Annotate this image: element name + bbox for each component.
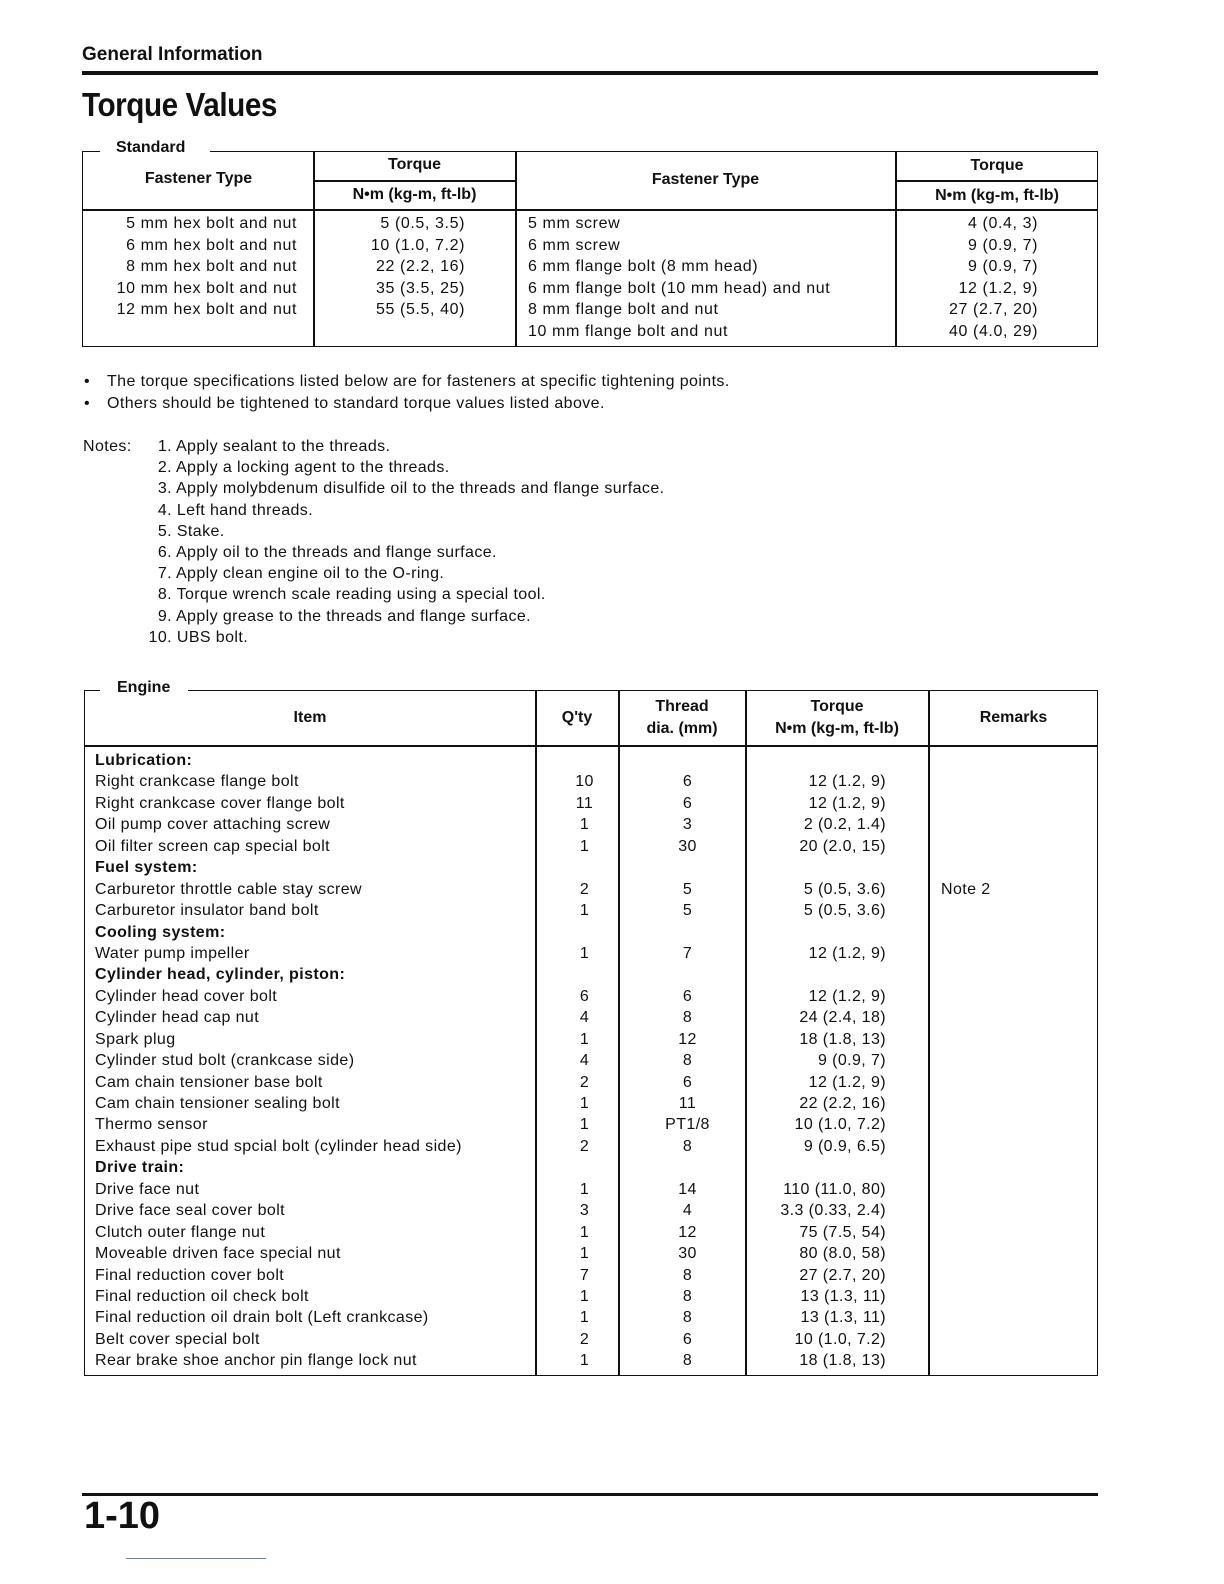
qty-cell: 11 [575, 794, 594, 812]
list-item [140, 542, 664, 563]
table-row [95, 1350, 1095, 1371]
note-text: Apply sealant to the threads. [175, 438, 391, 455]
table-row [95, 1093, 1095, 1114]
qty-cell: 2 [579, 1330, 590, 1348]
item-cell: Final reduction cover bolt [95, 1266, 285, 1284]
table-row [95, 1222, 1095, 1243]
item-cell: Drive face seal cover bolt [95, 1202, 286, 1220]
torque-cell: 12 (1.2, 9) [808, 944, 886, 962]
qty-cell: 1 [579, 1287, 590, 1305]
table-cell: 40 (4.0, 29) [948, 322, 1038, 340]
table-row: 12 mm hex bolt and nut [116, 301, 297, 318]
torque-cell: 75 (7.5, 54) [799, 1223, 886, 1241]
thread-cell: PT1/8 [665, 1116, 710, 1134]
engine-header-rule [84, 745, 1098, 747]
note-number: 9. [157, 607, 172, 625]
torque-cell: 10 (1.0, 7.2) [794, 1116, 886, 1134]
qty-cell: 1 [579, 1095, 590, 1112]
torque-cell: 80 (8.0, 58) [799, 1245, 886, 1263]
table-row [95, 1243, 1095, 1264]
item-cell: Carburetor insulator band bolt [95, 902, 319, 920]
note-text: Stake. [176, 522, 225, 540]
table-row: 6 mm flange bolt (8 mm head) [528, 258, 759, 275]
note-text: Apply clean engine oil to the O-ring. [175, 565, 445, 583]
standard-col-torque-right: Torque [970, 157, 1024, 174]
table-row: 10 mm hex bolt and nut [116, 279, 297, 297]
standard-right-types [528, 213, 888, 342]
item-cell: Cylinder head cover bolt [95, 987, 278, 1005]
list-item [140, 500, 664, 521]
footer-rule [82, 1493, 1098, 1496]
table-row [95, 1007, 1095, 1028]
list-item [140, 627, 664, 648]
table-cell: 12 (1.2, 9) [958, 279, 1038, 297]
table-row [95, 1050, 1095, 1071]
category-label: Cylinder head, cylinder, piston: [95, 966, 346, 984]
note-number: 3. [157, 480, 172, 498]
page-title: Torque Values [82, 86, 277, 123]
standard-col-fastener-right: Fastener Type [651, 171, 760, 188]
category-label: Cooling system: [95, 923, 226, 941]
table-row: 8 mm flange bolt and nut [528, 301, 719, 318]
qty-cell: 1 [579, 1180, 590, 1198]
bullet-list [84, 371, 730, 415]
thread-cell: 14 [678, 1180, 697, 1198]
list-item [140, 584, 664, 605]
engine-col-thread [619, 696, 745, 740]
header-line: dia. (mm) [646, 720, 718, 737]
thread-cell: 7 [682, 944, 693, 962]
torque-cell: 13 (1.3, 11) [800, 1309, 886, 1327]
list-item [140, 563, 664, 584]
table-row: 6 mm flange bolt (10 mm head) and nut [528, 279, 831, 297]
table-cell: 10 (1.0, 7.2) [370, 236, 465, 254]
thread-cell: 6 [682, 794, 693, 812]
qty-cell: 1 [579, 902, 590, 920]
torque-cell: 9 (0.9, 7) [817, 1052, 886, 1070]
note-text: Apply oil to the threads and flange surface. [175, 544, 497, 562]
table-row [95, 879, 1095, 900]
torque-cell: 9 (0.9, 6.5) [803, 1137, 886, 1155]
qty-cell: 3 [579, 1202, 590, 1220]
list-item [140, 478, 664, 499]
table-cell: 5 (0.5, 3.5) [380, 215, 465, 232]
item-cell: Cam chain tensioner sealing bolt [95, 1095, 340, 1112]
torque-cell: 3.3 (0.33, 2.4) [780, 1202, 886, 1220]
table-cell: 9 (0.9, 7) [967, 258, 1038, 275]
thread-cell: 8 [682, 1287, 693, 1305]
category-label: Fuel system: [95, 859, 198, 877]
thread-cell: 8 [682, 1266, 693, 1284]
list-item [140, 521, 664, 542]
table-cell: 9 (0.9, 7) [967, 236, 1038, 254]
standard-right-torques [896, 213, 1038, 342]
table-category-row [95, 964, 1095, 985]
remarks-cell: Note 2 [941, 880, 991, 898]
list-item [84, 393, 730, 415]
engine-rows [95, 750, 1095, 1372]
standard-label: Standard [116, 139, 186, 156]
table-row: 10 mm flange bolt and nut [528, 322, 729, 340]
list-item [84, 371, 730, 393]
table-row [95, 1286, 1095, 1307]
category-label: Lubrication: [95, 752, 193, 769]
table-row [95, 1136, 1095, 1157]
table-category-row [95, 750, 1095, 771]
table-row [95, 986, 1095, 1007]
note-number: 6. [157, 544, 172, 562]
item-cell: Final reduction oil drain bolt (Left crankcase) [95, 1309, 429, 1327]
note-text: Apply molybdenum disulfide oil to the threads and flange surface. [175, 480, 665, 498]
thread-cell: 8 [682, 1009, 693, 1027]
item-cell: Clutch outer flange nut [95, 1223, 266, 1241]
torque-cell: 12 (1.2, 9) [808, 773, 886, 791]
standard-col-units: N•m (kg-m, ft-lb) [352, 186, 477, 203]
qty-cell: 1 [579, 1309, 590, 1327]
engine-col-qty: Q'ty [561, 709, 593, 726]
qty-cell: 1 [579, 1030, 590, 1048]
engine-label: Engine [117, 679, 171, 696]
qty-cell: 4 [579, 1009, 590, 1027]
table-cell: 22 (2.2, 16) [375, 258, 465, 275]
table-category-row [95, 922, 1095, 943]
item-cell: Cylinder head cap nut [95, 1009, 260, 1027]
torque-cell: 20 (2.0, 15) [799, 837, 886, 855]
qty-cell: 6 [579, 987, 590, 1005]
table-row [95, 836, 1095, 857]
thread-cell: 11 [678, 1095, 697, 1112]
thread-cell: 6 [682, 987, 693, 1005]
bullet-icon: • [84, 395, 91, 412]
thread-cell: 6 [682, 773, 693, 791]
note-number: 5. [157, 522, 172, 540]
footer-underline [126, 1558, 266, 1559]
torque-cell: 18 (1.8, 13) [799, 1030, 886, 1048]
note-text: UBS bolt. [176, 628, 249, 646]
item-cell: Belt cover special bolt [95, 1330, 260, 1348]
standard-header-rule [82, 209, 1098, 211]
qty-cell: 7 [579, 1266, 590, 1284]
bullet-icon: • [84, 373, 91, 390]
category-label: Drive train: [95, 1159, 185, 1177]
thread-cell: 12 [678, 1223, 697, 1241]
table-row [95, 771, 1095, 792]
torque-cell: 24 (2.4, 18) [799, 1009, 886, 1027]
standard-col-units-right: N•m (kg-m, ft-lb) [935, 187, 1059, 204]
header-line: Thread [655, 698, 709, 715]
standard-subheader-rule [313, 180, 515, 182]
table-row [95, 1265, 1095, 1286]
thread-cell: 8 [682, 1137, 693, 1155]
qty-cell: 2 [579, 1073, 590, 1091]
item-cell: Cam chain tensioner base bolt [95, 1073, 323, 1091]
thread-cell: 12 [678, 1030, 697, 1048]
torque-cell: 18 (1.8, 13) [799, 1352, 886, 1370]
torque-cell: 13 (1.3, 11) [800, 1287, 886, 1305]
item-cell: Rear brake shoe anchor pin flange lock nut [95, 1352, 417, 1370]
thread-cell: 3 [682, 816, 693, 834]
thread-cell: 8 [682, 1052, 693, 1070]
thread-cell: 5 [682, 880, 693, 898]
item-cell: Cylinder stud bolt (crankcase side) [95, 1052, 355, 1070]
header-line: Torque [810, 698, 864, 715]
thread-cell: 8 [682, 1309, 693, 1327]
table-category-row [95, 857, 1095, 878]
table-row: 5 mm hex bolt and nut [126, 215, 297, 232]
note-text: Apply a locking agent to the threads. [175, 459, 450, 477]
list-item [140, 457, 664, 478]
table-category-row [95, 1157, 1095, 1178]
standard-col-torque: Torque [387, 156, 442, 173]
table-cell: 4 (0.4, 3) [967, 215, 1038, 232]
table-cell: 35 (3.5, 25) [375, 279, 465, 297]
note-number: 4. [157, 501, 172, 519]
item-cell: Carburetor throttle cable stay screw [95, 880, 362, 898]
qty-cell: 1 [579, 1223, 590, 1241]
thread-cell: 30 [678, 1245, 697, 1263]
list-item [140, 436, 664, 457]
engine-col-remarks: Remarks [979, 709, 1048, 726]
table-row [95, 1114, 1095, 1135]
thread-cell: 30 [678, 837, 697, 855]
note-number: 7. [157, 565, 172, 583]
torque-cell: 5 (0.5, 3.6) [803, 880, 886, 898]
qty-cell: 2 [579, 1137, 590, 1155]
qty-cell: 4 [579, 1052, 590, 1070]
list-item [140, 606, 664, 627]
thread-cell: 8 [682, 1352, 693, 1370]
standard-col-fastener: Fastener Type [144, 170, 253, 187]
table-row [95, 1029, 1095, 1050]
table-row: 6 mm hex bolt and nut [126, 236, 297, 254]
item-cell: Moveable driven face special nut [95, 1245, 341, 1263]
item-cell: Oil filter screen cap special bolt [95, 837, 331, 855]
notes-label: Notes: [83, 438, 132, 455]
table-cell: 55 (5.5, 40) [375, 301, 465, 318]
note-text: Torque wrench scale reading using a special tool. [176, 586, 546, 604]
item-cell: Thermo sensor [95, 1116, 208, 1134]
thread-cell: 6 [682, 1073, 693, 1091]
engine-col-item: Item [293, 709, 327, 726]
item-cell: Right crankcase flange bolt [95, 773, 299, 791]
table-row [95, 814, 1095, 835]
table-row [95, 1200, 1095, 1221]
table-row: 8 mm hex bolt and nut [126, 258, 297, 275]
engine-col-torque [746, 696, 928, 740]
qty-cell: 2 [579, 880, 590, 898]
table-row [95, 1179, 1095, 1200]
page-number: 1-10 [84, 1495, 161, 1537]
standard-left-torques [314, 213, 465, 321]
item-cell: Final reduction oil check bolt [95, 1287, 309, 1305]
qty-cell: 1 [579, 1352, 590, 1370]
qty-cell: 1 [579, 837, 590, 855]
bullet-text: Others should be tightened to standard torque values listed above. [107, 395, 605, 412]
item-cell: Right crankcase cover flange bolt [95, 794, 345, 812]
torque-cell: 22 (2.2, 16) [799, 1095, 886, 1112]
table-row [95, 900, 1095, 921]
thread-cell: 5 [682, 902, 693, 920]
torque-cell: 12 (1.2, 9) [808, 987, 886, 1005]
header-rule [82, 71, 1098, 75]
qty-cell: 1 [579, 1245, 590, 1263]
item-cell: Drive face nut [95, 1180, 200, 1198]
note-number: 2. [157, 459, 172, 477]
item-cell: Oil pump cover attaching screw [95, 816, 331, 834]
table-row [95, 1072, 1095, 1093]
torque-cell: 2 (0.2, 1.4) [803, 816, 886, 834]
table-row [95, 1307, 1095, 1328]
torque-cell: 110 (11.0, 80) [783, 1180, 886, 1198]
note-number: 10. [148, 628, 172, 646]
header-line: N•m (kg-m, ft-lb) [775, 720, 899, 737]
notes-list [140, 436, 664, 648]
table-row: 5 mm screw [528, 215, 621, 232]
torque-cell: 12 (1.2, 9) [808, 794, 886, 812]
torque-cell: 5 (0.5, 3.6) [803, 902, 886, 920]
torque-cell: 27 (2.7, 20) [799, 1266, 886, 1284]
table-row [95, 943, 1095, 964]
qty-cell: 10 [575, 773, 594, 791]
standard-left-types [84, 213, 297, 321]
note-number: 8. [157, 586, 172, 604]
standard-subheader-rule [895, 180, 1098, 182]
item-cell: Water pump impeller [95, 944, 250, 962]
note-number: 1. [157, 438, 172, 455]
note-text: Apply grease to the threads and flange surface. [175, 607, 531, 625]
thread-cell: 4 [682, 1202, 693, 1220]
item-cell: Spark plug [95, 1030, 176, 1048]
item-cell: Exhaust pipe stud spcial bolt (cylinder head side) [95, 1137, 462, 1155]
section-header: General Information [82, 44, 263, 65]
table-cell: 27 (2.7, 20) [948, 301, 1038, 318]
table-row: 6 mm screw [528, 236, 621, 254]
table-row [95, 1329, 1095, 1350]
qty-cell: 1 [579, 944, 590, 962]
torque-cell: 12 (1.2, 9) [808, 1073, 886, 1091]
thread-cell: 6 [682, 1330, 693, 1348]
qty-cell: 1 [579, 1116, 590, 1134]
note-text: Left hand threads. [176, 501, 314, 519]
torque-cell: 10 (1.0, 7.2) [794, 1330, 886, 1348]
bullet-text: The torque specifications listed below are for fasteners at specific tightening points. [107, 373, 730, 390]
qty-cell: 1 [579, 816, 590, 834]
table-row [95, 793, 1095, 814]
